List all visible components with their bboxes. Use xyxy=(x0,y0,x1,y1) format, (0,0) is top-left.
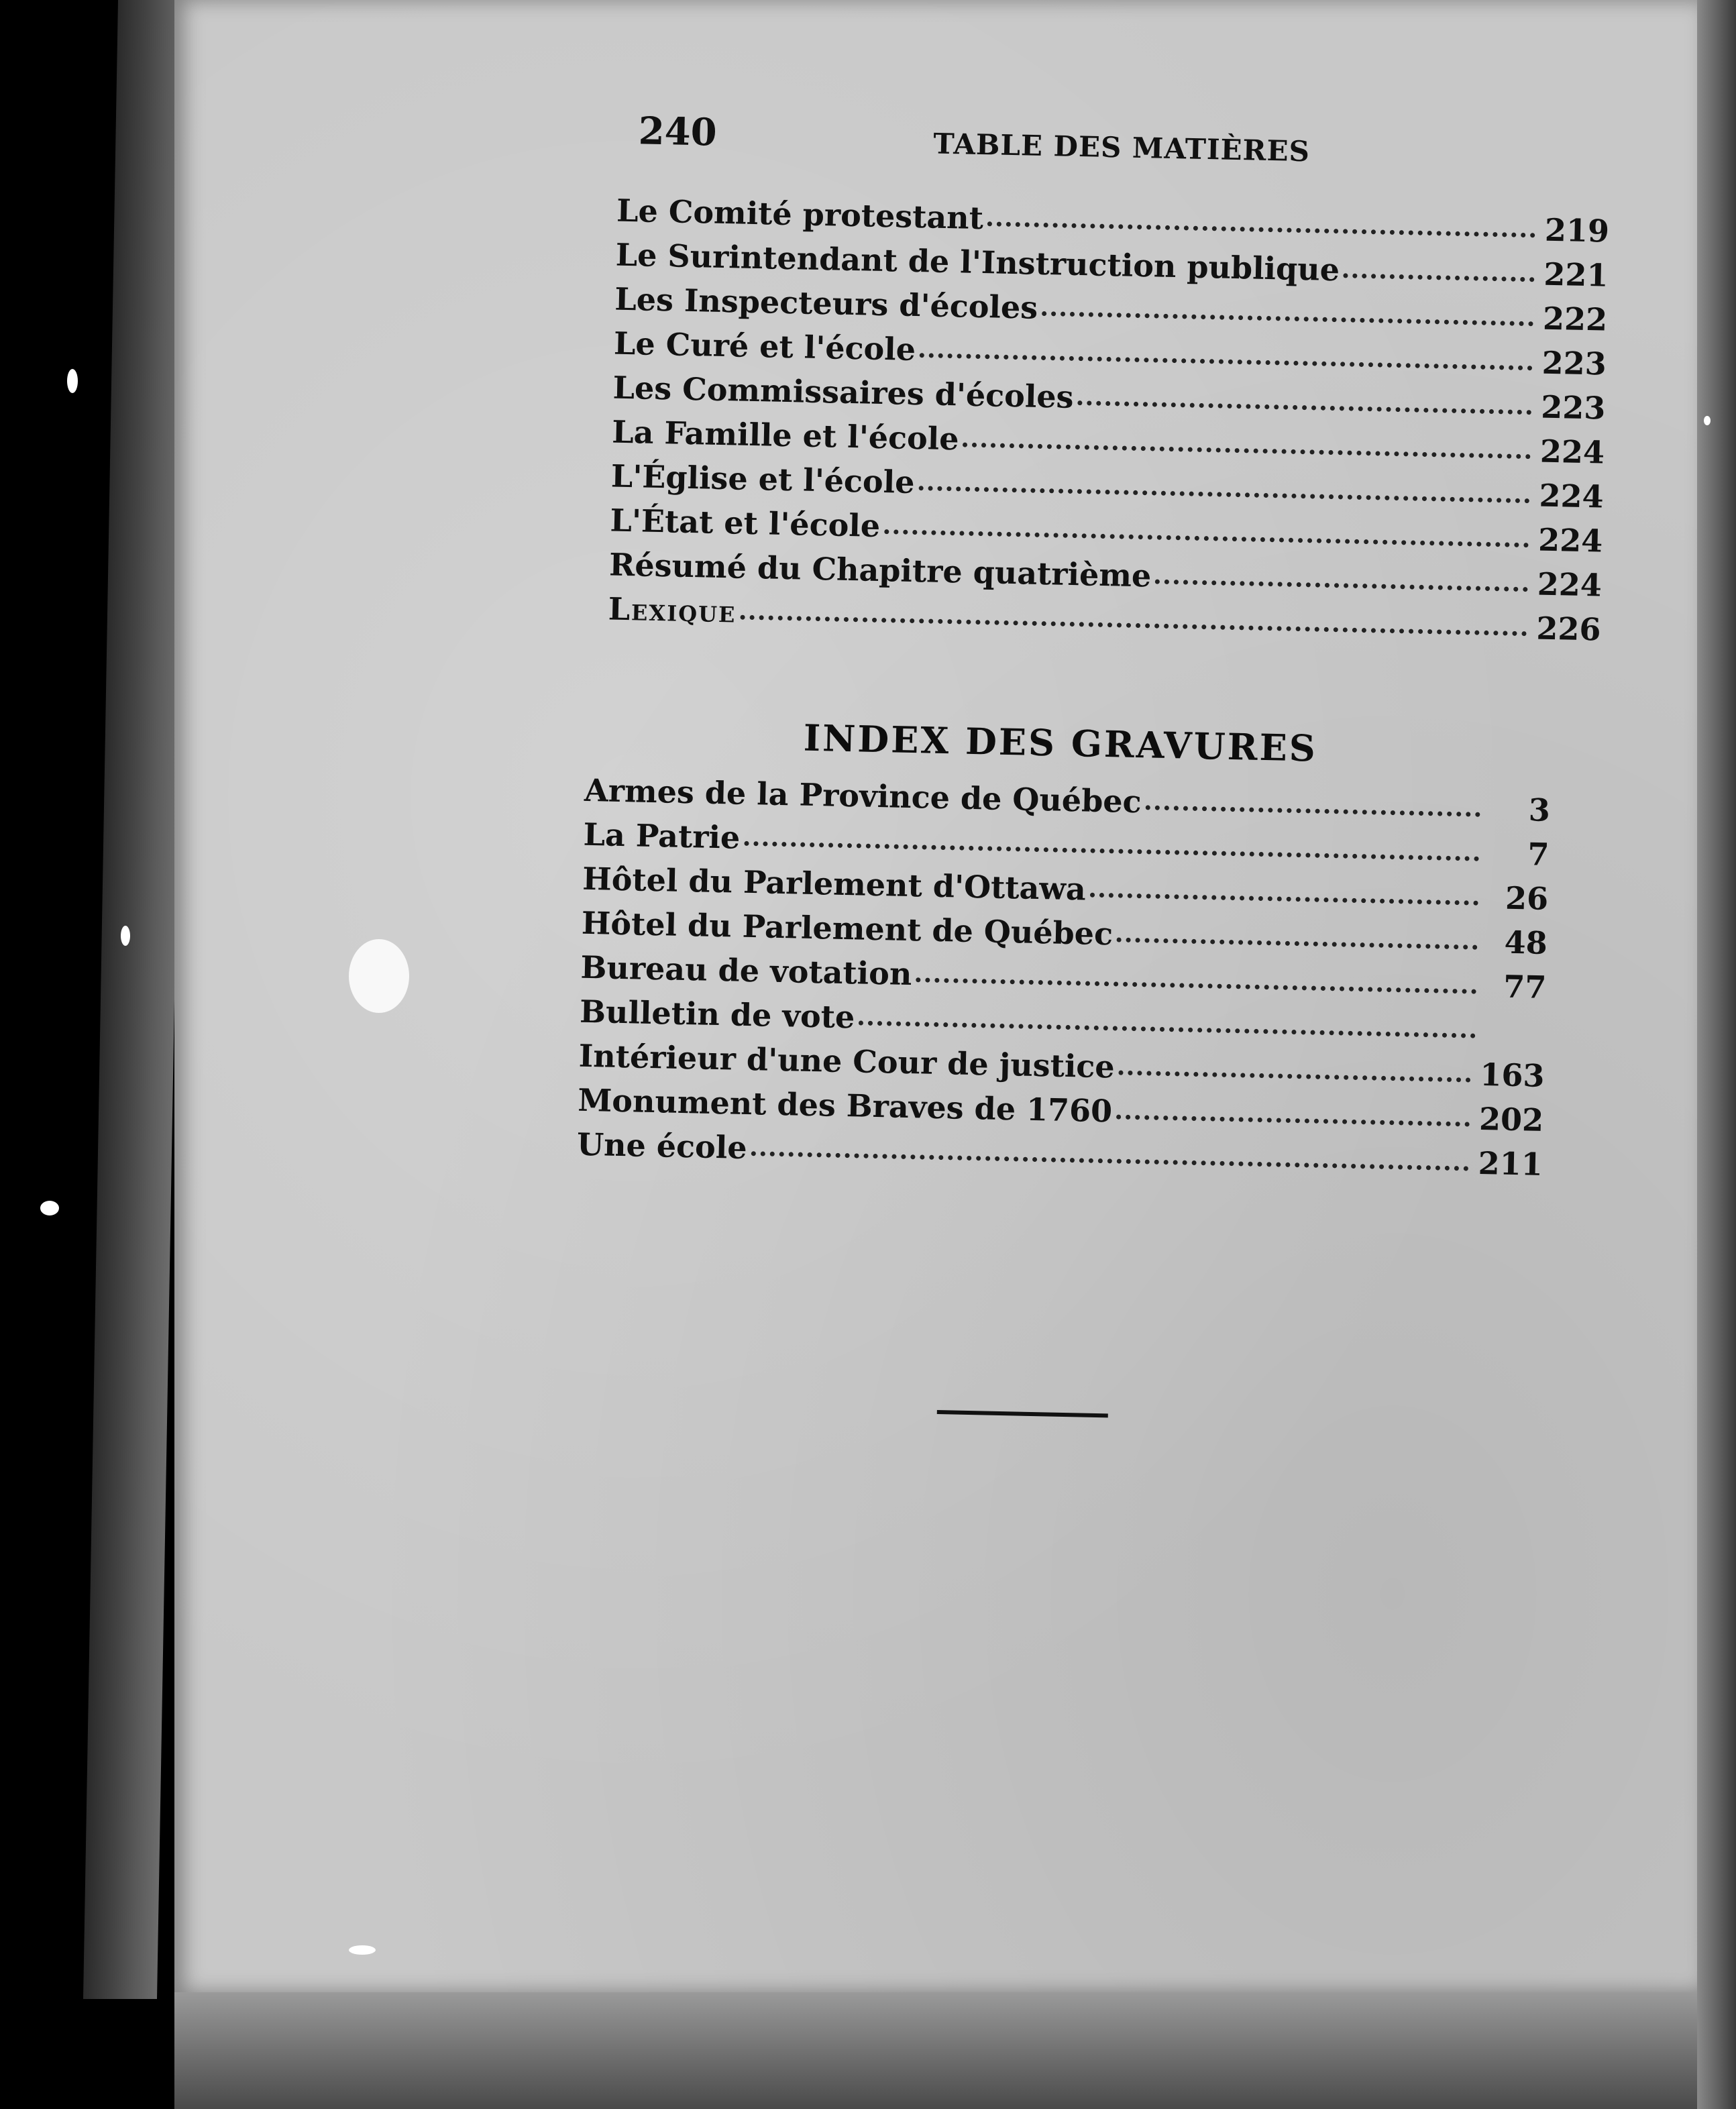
dot-leader xyxy=(1344,273,1535,282)
dot-leader xyxy=(1077,400,1531,415)
toc-entry-title: La Famille et l'école xyxy=(611,413,960,457)
index-entry-page xyxy=(1485,1041,1545,1042)
toc-entry-title: Lexique xyxy=(608,590,737,630)
index-entry-page: 7 xyxy=(1527,836,1550,873)
toc-entry-title: Résumé du Chapitre quatrième xyxy=(608,546,1152,594)
index-entry-page: 163 xyxy=(1479,1056,1545,1094)
dot-leader xyxy=(920,353,1533,370)
toc-entry-page: 224 xyxy=(1539,477,1605,515)
dot-leader xyxy=(1117,937,1478,949)
dot-leader xyxy=(1042,311,1533,326)
toc-entry-page: 221 xyxy=(1543,256,1609,294)
dot-leader xyxy=(1090,893,1478,906)
index-entry-title: Bulletin de vote xyxy=(579,993,855,1036)
running-head xyxy=(638,109,1343,177)
index-entry-title: Armes de la Province de Québec xyxy=(584,771,1142,820)
index-entry-page: 26 xyxy=(1505,879,1549,917)
dot-leader xyxy=(1155,580,1528,592)
dot-leader xyxy=(916,977,1476,994)
index-entry-title: La Patrie xyxy=(583,816,741,856)
dot-leader xyxy=(1116,1115,1470,1127)
toc-entry-page: 224 xyxy=(1537,521,1603,559)
index-entry-title: Hôtel du Parlement d'Ottawa xyxy=(582,860,1087,908)
toc-entry-page: 224 xyxy=(1539,433,1605,471)
toc-entry-page: 223 xyxy=(1541,344,1607,382)
dot-leader xyxy=(1145,805,1480,816)
closing-rule xyxy=(937,1410,1108,1417)
toc-entry-title: Le Curé et l'école xyxy=(613,325,916,368)
table-of-contents xyxy=(608,193,1609,656)
page-number: 240 xyxy=(638,109,718,155)
toc-entry-title: Les Commissaires d'écoles xyxy=(612,369,1075,415)
running-title: TABLE DES MATIÈRES xyxy=(932,127,1311,168)
dot-leader xyxy=(744,841,1479,861)
dot-leader xyxy=(918,486,1529,503)
toc-entry-title: L'Église et l'école xyxy=(610,457,915,501)
toc-entry-page: 223 xyxy=(1540,388,1606,427)
toc-entry-title: Les Inspecteurs d'écoles xyxy=(614,280,1038,326)
toc-entry-title: L'État et l'école xyxy=(609,502,881,544)
index-entry-title: Monument des Braves de 1760 xyxy=(577,1081,1113,1130)
toc-entry-title: Le Comité protestant xyxy=(616,192,984,237)
index-entry-page: 211 xyxy=(1478,1144,1543,1183)
dot-leader xyxy=(884,529,1529,547)
index-entry-page: 77 xyxy=(1503,968,1547,1006)
illustrations-index xyxy=(576,772,1550,1191)
index-entry-page: 202 xyxy=(1478,1100,1544,1138)
dot-leader xyxy=(1118,1071,1470,1083)
index-entry-title: Hôtel du Parlement de Québec xyxy=(581,904,1114,953)
toc-entry-page: 222 xyxy=(1542,300,1608,338)
index-heading: INDEX DES GRAVURES xyxy=(803,716,1318,770)
toc-entry-page: 219 xyxy=(1544,211,1610,250)
toc-entry-page: 224 xyxy=(1537,565,1603,604)
dot-leader xyxy=(740,615,1527,637)
index-entry-page: 3 xyxy=(1528,792,1551,828)
toc-entry-title: Le Surintendant de l'Instruction publique xyxy=(615,236,1340,288)
toc-entry-page: 226 xyxy=(1535,610,1602,648)
index-entry-page: 48 xyxy=(1504,924,1548,961)
dot-leader xyxy=(751,1151,1468,1171)
index-entry-title: Bureau de votation xyxy=(580,949,912,993)
dot-leader xyxy=(963,443,1531,459)
index-entry-title: Intérieur d'une Cour de justice xyxy=(578,1037,1116,1085)
index-entry-title: Une école xyxy=(576,1126,748,1167)
dot-leader xyxy=(987,221,1535,237)
dot-leader xyxy=(859,1020,1476,1038)
